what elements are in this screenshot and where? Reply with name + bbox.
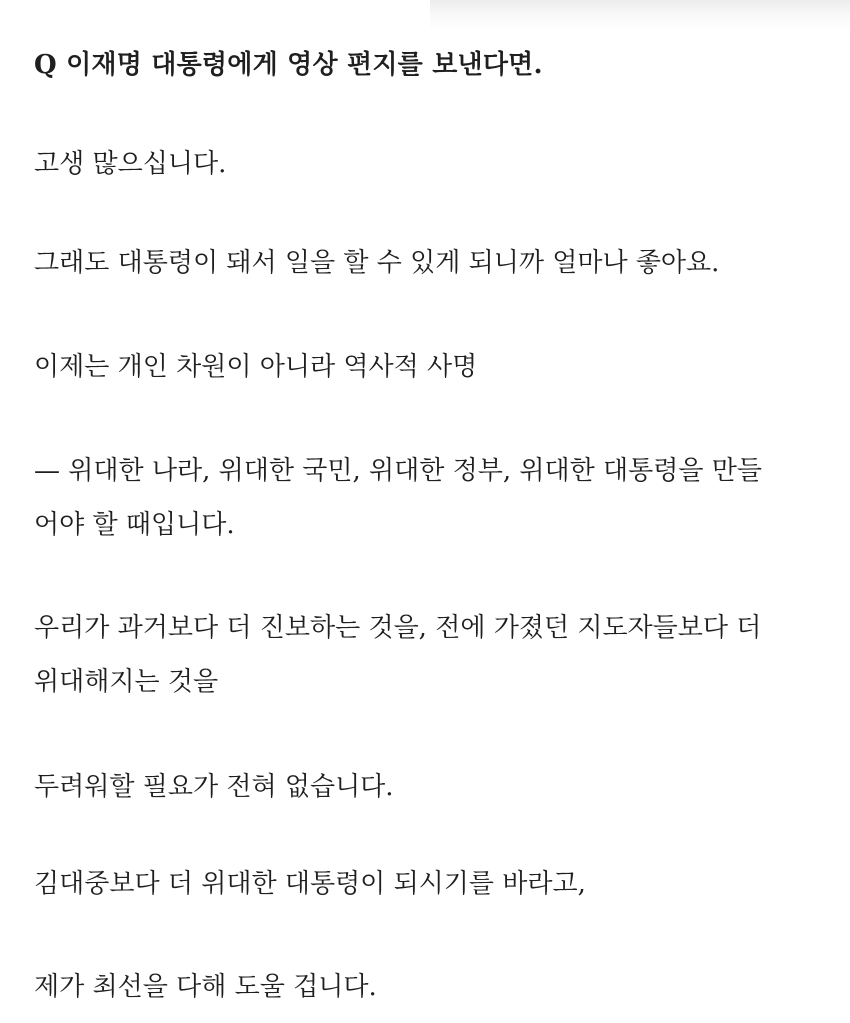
answer-paragraph-4 [34, 444, 762, 552]
paragraph-line: 어야 할 때입니다. [34, 510, 235, 540]
answer-paragraph-2 [34, 236, 719, 290]
paragraph-line: 김대중보다 더 위대한 대통령이 되시기를 바라고, [34, 869, 586, 899]
paragraph-line: — 위대한 나라, 위대한 국민, 위대한 정부, 위대한 대통령을 만들 [34, 456, 762, 486]
paragraph-line: 고생 많으십니다. [34, 149, 227, 179]
answer-paragraph-7 [34, 857, 586, 911]
answer-paragraph-8 [34, 960, 377, 1014]
paragraph-line: 두려워할 필요가 전혀 없습니다. [34, 772, 394, 802]
answer-paragraph-3 [34, 340, 477, 394]
question-heading: Q 이재명 대통령에게 영상 편지를 보낸다면. [34, 50, 543, 80]
answer-paragraph-5 [34, 601, 761, 709]
answer-paragraph-1 [34, 137, 226, 191]
paragraph-line: 우리가 과거보다 더 진보하는 것을, 전에 가졌던 지도자들보다 더 [34, 613, 762, 643]
top-shadow [430, 0, 850, 30]
paragraph-line: 그래도 대통령이 돼서 일을 할 수 있게 되니까 얼마나 좋아요. [34, 248, 720, 278]
paragraph-line: 제가 최선을 다해 도울 겁니다. [34, 972, 377, 1002]
answer-paragraph-6 [34, 760, 394, 814]
paragraph-line: 이제는 개인 차원이 아니라 역사적 사명 [34, 352, 478, 382]
paragraph-line: 위대해지는 것을 [34, 667, 219, 697]
